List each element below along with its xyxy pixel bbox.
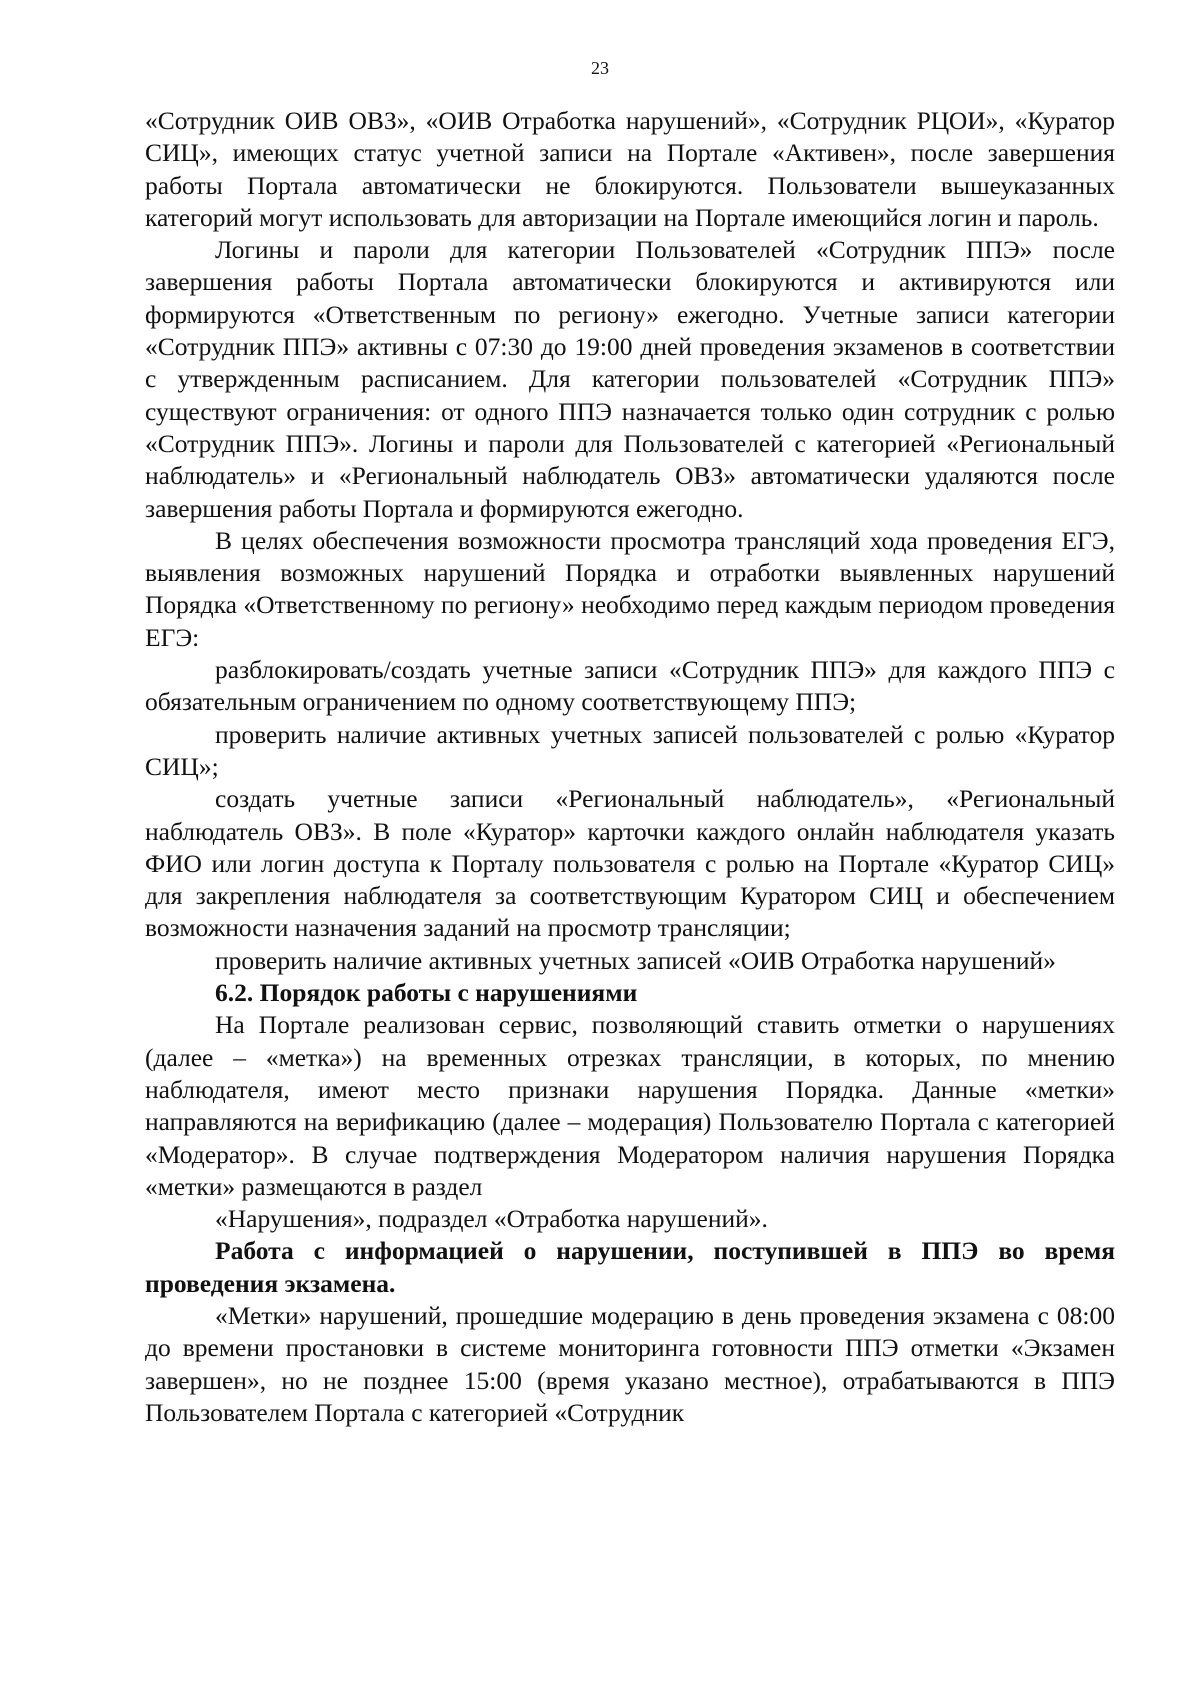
list-item-check-curator: проверить наличие активных учетных записей пользователей с ролью «Куратор СИЦ»; <box>145 719 1115 781</box>
subsection-heading: Работа с информацией о нарушении, поступившей в ППЭ во время проведения экзамена. <box>145 1236 1115 1298</box>
page-number: 23 <box>591 58 609 78</box>
paragraph-account-status: «Сотрудник ОИВ ОВЗ», «ОИВ Отработка нарушений», «Сотрудник РЦОИ», «Куратор СИЦ», имеющих статус учетной записи на Портале «Активен», после завершения работы Портала автоматически не блокируются. Пользователи вышеуказанных категорий могут использовать для авторизации на Портале имеющийся логин и пароль. <box>145 106 1115 232</box>
section-heading: 6.2. Порядок работы с нарушениями <box>215 978 638 1008</box>
list-item-unlock-accounts: разблокировать/создать учетные записи «Сотрудник ППЭ» для каждого ППЭ с обязательным ограничением по одному соответствующему ППЭ; <box>145 655 1115 717</box>
paragraph-marks-service: На Портале реализован сервис, позволяющий ставить отметки о нарушениях (далее – «метка») на временных отрезках трансляции, в которых, по мнению наблюдателя, имеют место признаки нарушения Порядка. Данные «метки» направляются на верификацию (далее – модерация) Пользователю Портала с категорией «Модератор». В случае подтверждения Модератором наличия нарушения Порядка «метки» размещаются в раздел <box>145 1010 1115 1201</box>
list-item-check-oiv: проверить наличие активных учетных записей «ОИВ Отработка нарушений» <box>215 945 1056 975</box>
document-body <box>145 105 1115 1429</box>
paragraph-logins-passwords: Логины и пароли для категории Пользователей «Сотрудник ППЭ» после завершения работы Портала автоматически блокируются и активируются или формируются «Ответственным по региону» ежегодно. Учетные записи категории «Сотрудник ППЭ» активны с 07:30 до 19:00 дней проведения экзаменов в соответствии с утвержденным расписанием. Для категории пользователей «Сотрудник ППЭ» существуют ограничения: от одного ППЭ назначается только один сотрудник с ролью «Сотрудник ППЭ». Логины и пароли для Пользователей с категорией «Региональный наблюдатель» и «Региональный наблюдатель ОВЗ» автоматически удаляются после завершения работы Портала и формируются ежегодно. <box>145 235 1115 523</box>
paragraph-marks-processing: «Метки» нарушений, прошедшие модерацию в день проведения экзамена с 08:00 до времени простановки в системе мониторинга готовности ППЭ отметки «Экзамен завершен», но не позднее 15:00 (время указано местное), отрабатываются в ППЭ Пользователем Портала с категорией «Сотрудник <box>145 1300 1115 1427</box>
paragraph-violations-section: «Нарушения», подраздел «Отработка нарушений». <box>215 1204 768 1234</box>
paragraph-viewing-purposes: В целях обеспечения возможности просмотра трансляций хода проведения ЕГЭ, выявления возможных нарушений Порядка и отработки выявленных нарушений Порядка «Ответственному по региону» необходимо перед каждым периодом проведения ЕГЭ: <box>145 525 1115 652</box>
list-item-create-observers: создать учетные записи «Региональный наблюдатель», «Региональный наблюдатель ОВЗ». В поле «Куратор» карточки каждого онлайн наблюдателя указать ФИО или логин доступа к Порталу пользователя с ролью на Портале «Куратор СИЦ» для закрепления наблюдателя за соответствующим Куратором СИЦ и обеспечением возможности назначения заданий на просмотр трансляции; <box>145 784 1115 943</box>
